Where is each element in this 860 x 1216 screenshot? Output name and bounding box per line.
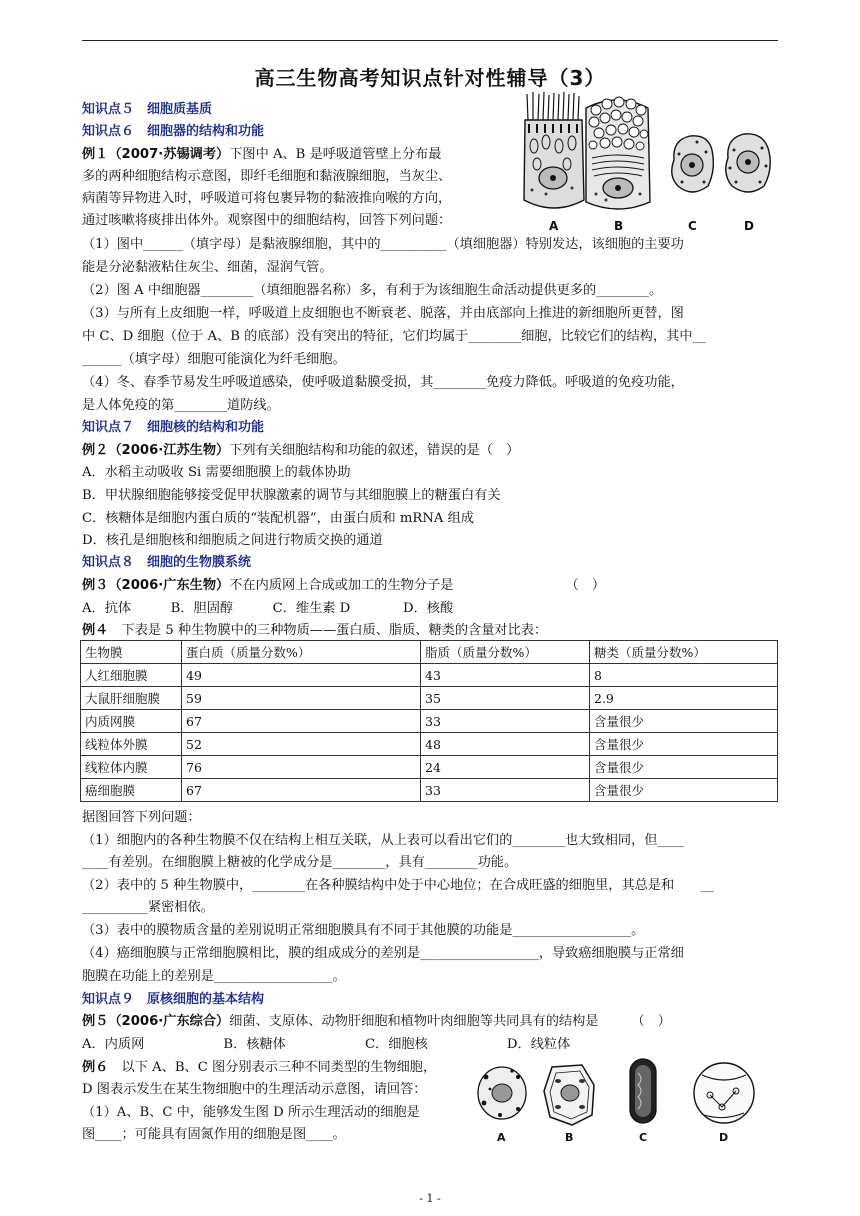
- example-text: 不在内质网上合成或加工的生物分子是 （ ）: [229, 578, 606, 593]
- example-text: 下图中 A、B 是呼吸道管壁上分布最: [229, 147, 442, 162]
- text-line: 胞膜在功能上的差别是__________________。: [82, 969, 346, 984]
- text-line: （1）A、B、C 中，能够发生图 D 所示生理活动的细胞是: [82, 1105, 420, 1120]
- process-d-drawing: [694, 1063, 754, 1123]
- text-line: （2）图 A 中细胞器________（填细胞器名称）多，有利于为该细胞生命活动提供更多的________。: [82, 283, 663, 298]
- text-line: （4）冬、春季节易发生呼吸道感染，使呼吸道黏膜受损，其________免疫力降低。呼吸道的免疫功能，: [82, 375, 684, 390]
- text-line: 通过咳嗽将痰排出体外。观察图中的细胞结构，回答下列问题：: [82, 213, 452, 228]
- section-heading: [82, 122, 264, 142]
- example-text: 细菌、支原体、动物肝细胞和植物叶肉细胞等共同具有的结构是 （ ）: [229, 1014, 671, 1029]
- text-line: __________紧密相依。: [82, 900, 214, 915]
- section-heading-text: 知识点６ 细胞器的结构和功能: [82, 124, 265, 139]
- table-header-cell: 脂质（质量分数%）: [421, 641, 590, 664]
- table-cell: 52: [182, 733, 421, 756]
- text-line: （3）与所有上皮细胞一样，呼吸道上皮细胞也不断衰老、脱落，并由底部向上推进的新细胞所更替，图: [82, 306, 684, 321]
- figure2-label-a: A: [497, 1131, 506, 1144]
- table-cell: 35: [421, 687, 590, 710]
- example-text: 下列有关细胞结构和功能的叙述，错误的是（ ）: [229, 443, 520, 458]
- text-line: 据图回答下列问题：: [82, 810, 201, 825]
- example-text: 以下 A、B、C 图分别表示三种不同类型的生物细胞，: [108, 1060, 437, 1075]
- example-label: 例４: [82, 623, 109, 638]
- section-heading: [82, 553, 251, 573]
- text-line: （2）表中的 5 种生物膜中，________在各种膜结构中处于中心地位；在合成旺盛的细胞里，其总是和 __: [82, 878, 714, 893]
- text-line: D．核孔是细胞核和细胞质之间进行物质交换的通道: [82, 533, 383, 548]
- figure2-label-c: C: [639, 1131, 648, 1144]
- example-label: 例２（2006·江苏生物）: [82, 443, 230, 458]
- table-cell: 线粒体外膜: [81, 733, 182, 756]
- text-line: A．抗体 B．胆固醇 C．维生素 D D．核酸: [82, 601, 454, 616]
- text-line: 是人体免疫的第________道防线。: [82, 398, 280, 413]
- cell-types-figure: [474, 1055, 766, 1147]
- table-cell: 大鼠肝细胞膜: [81, 687, 182, 710]
- text-line: A．内质网 B．核糖体 C．细胞核 D．线粒体: [82, 1037, 571, 1052]
- table-row: [81, 756, 778, 779]
- table-cell: 8: [590, 664, 778, 687]
- table-header-cell: 糖类（质量分数%）: [590, 641, 778, 664]
- section-heading-text: 知识点９ 原核细胞的基本结构: [82, 992, 265, 1007]
- text-line: D 图表示发生在某生物细胞中的生理活动示意图，请回答：: [82, 1082, 427, 1097]
- table-cell: 33: [421, 779, 590, 802]
- section-heading: [82, 100, 212, 120]
- text-line: B．甲状腺细胞能够接受促甲状腺激素的调节与其细胞膜上的糖蛋白有关: [82, 488, 501, 503]
- text-line: （4）癌细胞膜与正常细胞膜相比，膜的组成成分的差别是__________________，导致癌细胞膜与正常细: [82, 946, 684, 961]
- table-header-cell: 生物膜: [81, 641, 182, 664]
- bacterium-cell-drawing: [630, 1059, 656, 1123]
- example-line: [82, 621, 547, 641]
- section-heading-text: 知识点５ 细胞质基质: [82, 102, 213, 117]
- text-line: 图____；可能具有固氮作用的细胞是图____。: [82, 1127, 346, 1142]
- table-row: [81, 779, 778, 802]
- table-cell: 59: [182, 687, 421, 710]
- plant-cell-drawing: [544, 1065, 594, 1125]
- example-line: [82, 576, 605, 596]
- table-cell: 67: [182, 710, 421, 733]
- example-line: [82, 145, 441, 165]
- figure1-label-a: A: [549, 219, 559, 233]
- text-line: ______（填字母）细胞可能演化为纤毛细胞。: [82, 352, 346, 367]
- example-label: 例３（2006·广东生物）: [82, 578, 230, 593]
- basal-cell-d-drawing: [726, 134, 771, 192]
- example-line: [82, 1058, 436, 1078]
- text-line: 病菌等异物进入时，呼吸道可将包裹异物的黏液推向喉的方向，: [82, 191, 452, 206]
- table-row: [81, 664, 778, 687]
- table-cell: 含量很少: [590, 710, 778, 733]
- table-cell: 33: [421, 710, 590, 733]
- page-title: 高三生物高考知识点针对性辅导（3）: [254, 66, 606, 90]
- basal-cell-c-drawing: [672, 136, 714, 192]
- text-line: C．核糖体是细胞内蛋白质的“装配机器”，由蛋白质和 mRNA 组成: [82, 511, 474, 526]
- table-row: [81, 733, 778, 756]
- table-cell: 76: [182, 756, 421, 779]
- example-line: [82, 441, 519, 461]
- figure1-label-c: C: [688, 219, 697, 233]
- respiratory-cells-figure: [522, 90, 780, 235]
- table-cell: 43: [421, 664, 590, 687]
- text-line: 中 C、D 细胞（位于 A、B 的底部）没有突出的特征，它们均属于________细胞，比较它们的结构，其中__: [82, 329, 706, 344]
- figure1-label-d: D: [744, 219, 754, 233]
- text-line: A．水稻主动吸收 Si 需要细胞膜上的载体协助: [82, 465, 351, 480]
- example-label: 例６: [82, 1060, 109, 1075]
- table-cell: 含量很少: [590, 756, 778, 779]
- text-line: （3）表中的膜物质含量的差别说明正常细胞膜具有不同于其他膜的功能是__________________。: [82, 923, 645, 938]
- table-cell: 67: [182, 779, 421, 802]
- ciliated-cell-drawing: [524, 92, 584, 208]
- mucous-gland-cell-drawing: [586, 97, 650, 209]
- table-header-cell: 蛋白质（质量分数%）: [182, 641, 421, 664]
- membrane-table: [80, 640, 778, 802]
- table-cell: 49: [182, 664, 421, 687]
- table-cell: 人红细胞膜: [81, 664, 182, 687]
- example-label: 例５（2006·广东综合）: [82, 1014, 230, 1029]
- figure1-label-b: B: [614, 219, 624, 233]
- section-heading: [82, 418, 264, 438]
- text-line: （1）图中______（填字母）是黏液腺细胞，其中的__________（填细胞器）特别发达，该细胞的主要功: [82, 237, 684, 252]
- section-heading-text: 知识点８ 细胞的生物膜系统: [82, 555, 252, 570]
- text-line: ____有差别。在细胞膜上糖被的化学成分是________，具有________功能。: [82, 855, 518, 870]
- figure2-label-d: D: [719, 1131, 729, 1144]
- text-line: 多的两种细胞结构示意图，即纤毛细胞和黏液腺细胞，当灰尘、: [82, 169, 452, 184]
- animal-cell-drawing: [478, 1067, 526, 1119]
- table-cell: 含量很少: [590, 779, 778, 802]
- example-label: 例１（2007·苏锡调考）: [82, 147, 230, 162]
- table-cell: 2.9: [590, 687, 778, 710]
- table-row: [81, 710, 778, 733]
- page-number: - 1 -: [419, 1192, 441, 1205]
- table-row: [81, 687, 778, 710]
- table-cell: 含量很少: [590, 733, 778, 756]
- text-line: 能是分泌黏液粘住灰尘、细菌，湿润气管。: [82, 260, 333, 275]
- example-text: 下表是 5 种生物膜中的三种物质——蛋白质、脂质、糖类的含量对比表：: [108, 623, 548, 638]
- text-line: （1）细胞内的各种生物膜不仅在结构上相互关联，从上表可以看出它们的________也大致相同，但____: [82, 833, 684, 848]
- example-line: [82, 1012, 671, 1032]
- figure2-label-b: B: [565, 1131, 574, 1144]
- table-cell: 24: [421, 756, 590, 779]
- top-rule: [82, 40, 778, 41]
- table-header-row: [81, 641, 778, 664]
- table-cell: 内质网膜: [81, 710, 182, 733]
- table-cell: 48: [421, 733, 590, 756]
- table-cell: 癌细胞膜: [81, 779, 182, 802]
- section-heading: [82, 990, 264, 1010]
- table-cell: 线粒体内膜: [81, 756, 182, 779]
- section-heading-text: 知识点７ 细胞核的结构和功能: [82, 420, 265, 435]
